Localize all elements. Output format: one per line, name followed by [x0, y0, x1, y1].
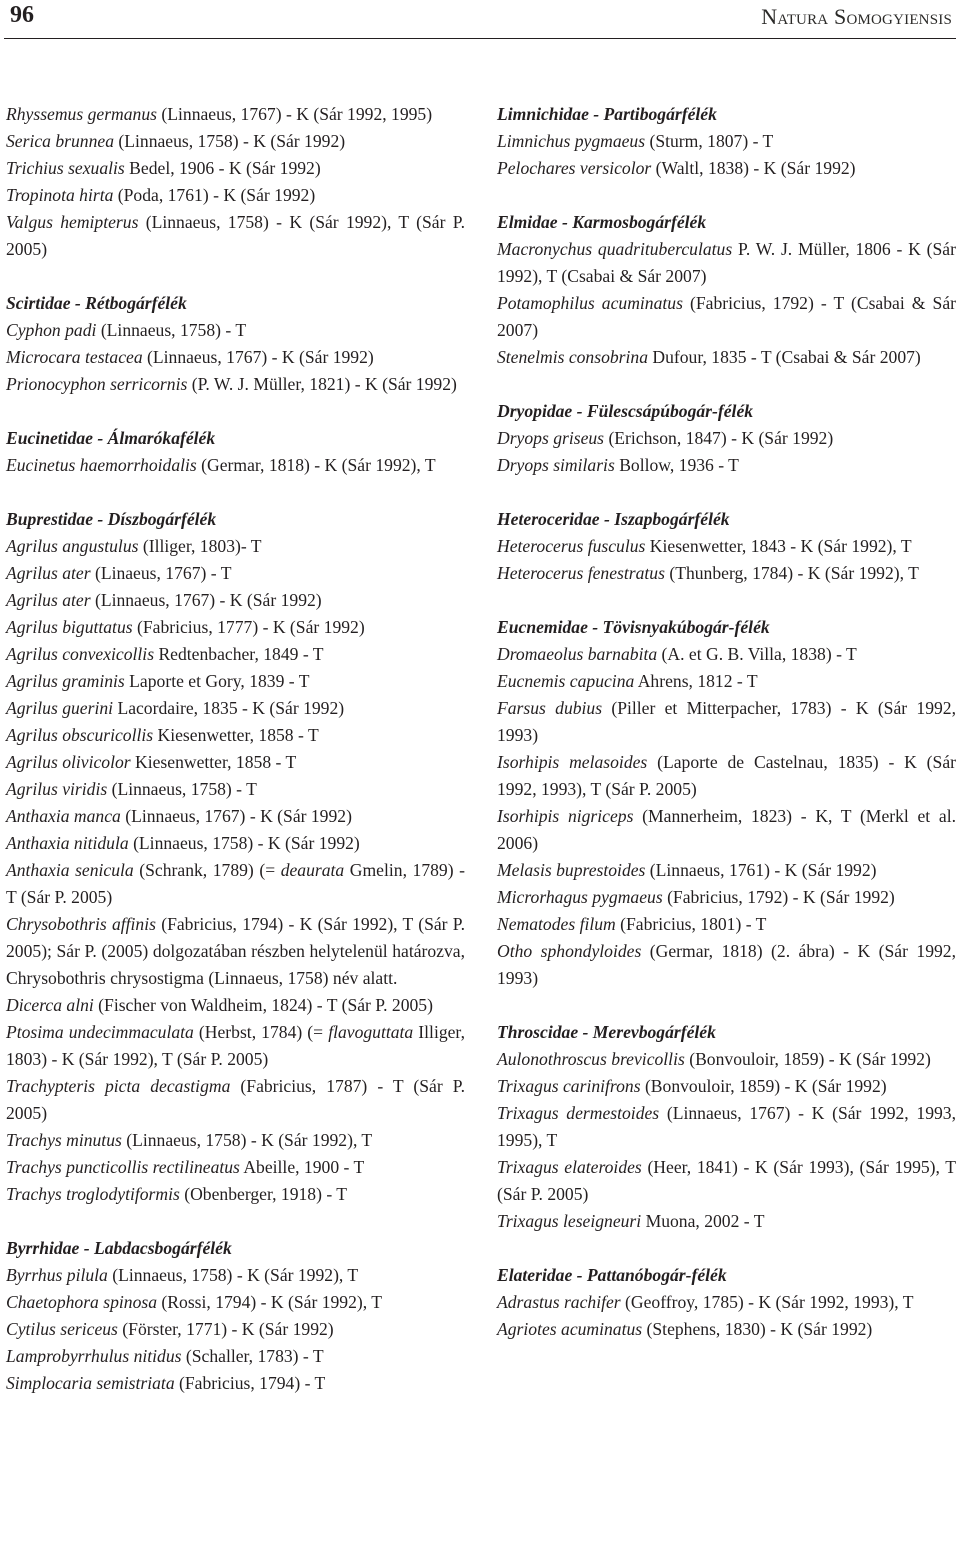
- species-entry: [6, 1289, 465, 1316]
- family-section: [497, 209, 956, 371]
- family-heading: Elateridae - Pattanóbogár-félék: [497, 1265, 727, 1285]
- species-name: Agrilus olivicolor: [6, 752, 131, 772]
- species-name: Agriotes acuminatus: [497, 1319, 643, 1339]
- species-entry: [6, 101, 465, 128]
- species-entry: [497, 344, 956, 371]
- species-entry: [497, 1046, 956, 1073]
- species-citation: (Bonvouloir, 1859) - K (Sár 1992): [684, 1049, 931, 1069]
- species-entry: [6, 452, 465, 479]
- species-name: Trixagus dermestoides: [497, 1103, 660, 1123]
- species-name: Tropinota hirta: [6, 185, 114, 205]
- species-citation: (Laporte de Castelnau, 1835) - K (Sár 1992, 1993), T (Sár P. 2005): [497, 752, 956, 799]
- species-citation: (Schaller, 1783) - T: [181, 1346, 324, 1366]
- species-name: Microcara testacea: [6, 347, 143, 367]
- species-citation: (Fabricius, 1794) - K (Sár 1992), T (Sár P. 2005); Sár P. (2005) dolgozatában részben helytelenül határozva, Chrysobothris chrysostigma (Linnaeus, 1758) név alatt.: [6, 914, 466, 988]
- species-name: Agrilus convexicollis: [6, 644, 155, 664]
- species-citation: (Heer, 1841) - K (Sár 1993), (Sár 1995), T (Sár P. 2005): [497, 1157, 957, 1204]
- species-name: Macronychus quadrituberculatus: [497, 239, 733, 259]
- family-section: [497, 398, 956, 479]
- header-rule: [4, 38, 956, 39]
- species-name: Isorhipis nigriceps: [497, 806, 634, 826]
- species-entry: [6, 668, 465, 695]
- species-entry: [497, 155, 956, 182]
- species-citation: (Germar, 1818) - K (Sár 1992), T: [196, 455, 436, 475]
- species-name: Trachys minutus: [6, 1130, 122, 1150]
- species-citation: (Stephens, 1830) - K (Sár 1992): [642, 1319, 873, 1339]
- family-section: [6, 101, 465, 263]
- species-entry: [6, 695, 465, 722]
- species-entry: [6, 1073, 465, 1127]
- species-name: Pelochares versicolor: [497, 158, 652, 178]
- species-name: Prionocyphon serricornis: [6, 374, 188, 394]
- species-citation: (Fischer von Waldheim, 1824) - T (Sár P. 2005): [93, 995, 433, 1015]
- species-name: Agrilus guerini: [6, 698, 114, 718]
- species-entry: [497, 668, 956, 695]
- species-entry: [497, 857, 956, 884]
- species-citation: (Mannerheim, 1823) - K, T (Merkl et al. 2006): [497, 806, 957, 853]
- species-entry: [497, 641, 956, 668]
- species-name: Agrilus angustulus: [6, 536, 139, 556]
- family-heading: Heteroceridae - Iszapbogárfélék: [497, 509, 730, 529]
- species-name: Agrilus ater: [6, 590, 91, 610]
- species-name: Dryops similaris: [497, 455, 615, 475]
- species-citation: (Sturm, 1807) - T: [645, 131, 774, 151]
- species-name: Lamprobyrrhulus nitidus: [6, 1346, 182, 1366]
- species-entry: [497, 1289, 956, 1316]
- species-citation: (Linnaeus, 1758) - K (Sár 1992), T: [107, 1265, 359, 1285]
- species-citation: Laporte et Gory, 1839 - T: [124, 671, 310, 691]
- species-entry: [497, 1208, 956, 1235]
- species-citation: (Linnaeus, 1767) - K (Sár 1992): [90, 590, 322, 610]
- species-citation: Abeille, 1900 - T: [239, 1157, 365, 1177]
- species-name: Adrastus rachifer: [497, 1292, 621, 1312]
- species-citation: (Illiger, 1803)- T: [138, 536, 262, 556]
- species-name: Trixagus elateroides: [497, 1157, 642, 1177]
- species-entry: [6, 1019, 465, 1073]
- species-citation: (Waltl, 1838) - K (Sár 1992): [651, 158, 856, 178]
- species-citation: (Fabricius, 1787) - T (Sár P. 2005): [6, 1076, 465, 1123]
- species-entry: [497, 1100, 956, 1154]
- species-name: Ptosima undecimmaculata: [6, 1022, 194, 1042]
- species-entry: [497, 236, 956, 290]
- species-citation: Lacordaire, 1835 - K (Sár 1992): [113, 698, 345, 718]
- family-heading: Dryopidae - Fülescsápúbogár-félék: [497, 401, 754, 421]
- species-citation: (Linnaeus, 1758) - T: [107, 779, 257, 799]
- species-citation: (Piller et Mitterpacher, 1783) - K (Sár 1992, 1993): [497, 698, 956, 745]
- species-entry: [497, 938, 956, 992]
- species-name: Eucinetus haemorrhoidalis: [6, 455, 197, 475]
- species-entry: [6, 992, 465, 1019]
- species-entry: [6, 749, 465, 776]
- species-synonym: deaurata: [280, 860, 345, 880]
- species-entry: [6, 803, 465, 830]
- species-entry: [6, 641, 465, 668]
- family-section: [497, 614, 956, 992]
- species-citation: (Linnaeus, 1767) - K (Sár 1992): [120, 806, 352, 826]
- species-citation: (Erichson, 1847) - K (Sár 1992): [604, 428, 834, 448]
- species-entry: [497, 803, 956, 857]
- family-heading: Limnichidae - Partibogárfélék: [497, 104, 717, 124]
- species-name: Limnichus pygmaeus: [497, 131, 646, 151]
- family-section: [6, 506, 465, 1208]
- species-citation: (Herbst, 1784) (=: [193, 1022, 329, 1042]
- species-citation: (Obenberger, 1918) - T: [179, 1184, 348, 1204]
- family-heading: Eucinetidae - Álmarókafélék: [6, 428, 216, 448]
- species-name: Aulonothroscus brevicollis: [497, 1049, 685, 1069]
- species-entry: [497, 884, 956, 911]
- species-name: Trixagus carinifrons: [497, 1076, 641, 1096]
- species-name: Trachys puncticollis rectilineatus: [6, 1157, 240, 1177]
- species-citation: (Förster, 1771) - K (Sár 1992): [117, 1319, 334, 1339]
- species-name: Eucnemis capucina: [497, 671, 635, 691]
- species-citation: Illiger, 1803) - K (Sár 1992), T (Sár P. 2005): [6, 1022, 465, 1069]
- species-citation: Bollow, 1936 - T: [614, 455, 739, 475]
- species-name: Heterocerus fenestratus: [497, 563, 665, 583]
- species-name: Anthaxia manca: [6, 806, 121, 826]
- species-entry: [6, 128, 465, 155]
- species-name: Stenelmis consobrina: [497, 347, 648, 367]
- species-name: Serica brunnea: [6, 131, 114, 151]
- species-entry: [6, 155, 465, 182]
- family-heading: Scirtidae - Rétbogárfélék: [6, 293, 187, 313]
- species-citation: Ahrens, 1812 - T: [634, 671, 758, 691]
- species-citation: (Linnaeus, 1758) - K (Sár 1992): [114, 131, 346, 151]
- species-citation: (Germar, 1818) (2. ábra) - K (Sár 1992, 1993): [497, 941, 956, 988]
- family-heading: Throscidae - Merevbogárfélék: [497, 1022, 716, 1042]
- species-name: Agrilus viridis: [6, 779, 108, 799]
- family-section: [6, 290, 465, 398]
- species-entry: [497, 911, 956, 938]
- species-entry: [6, 317, 465, 344]
- species-name: Microrhagus pygmaeus: [497, 887, 663, 907]
- species-name: Heterocerus fusculus: [497, 536, 646, 556]
- family-heading: Buprestidae - Díszbogárfélék: [6, 509, 217, 529]
- species-citation: (Fabricius, 1801) - T: [615, 914, 767, 934]
- species-name: Agrilus graminis: [6, 671, 125, 691]
- species-citation: Kiesenwetter, 1858 - T: [130, 752, 297, 772]
- species-entry: [6, 776, 465, 803]
- species-citation: (Linnaeus, 1761) - K (Sár 1992): [645, 860, 877, 880]
- family-section: [497, 1019, 956, 1235]
- species-entry: [6, 1127, 465, 1154]
- species-name: Dicerca alni: [6, 995, 94, 1015]
- species-name: Isorhipis melasoides: [497, 752, 648, 772]
- species-citation: (Linnaeus, 1758) - T: [96, 320, 247, 340]
- species-entry: [6, 182, 465, 209]
- family-section: [497, 1262, 956, 1343]
- species-entry: [6, 911, 465, 992]
- journal-title: Natura Somogyiensis: [761, 4, 952, 29]
- species-name: Farsus dubius: [497, 698, 603, 718]
- family-heading: Byrrhidae - Labdacsbogárfélék: [6, 1238, 232, 1258]
- species-name: Trichius sexualis: [6, 158, 125, 178]
- family-section: [6, 425, 465, 479]
- species-entry: [6, 722, 465, 749]
- family-heading: Elmidae - Karmosbogárfélék: [497, 212, 707, 232]
- species-citation: (Fabricius, 1792) - T (Csabai & Sár 2007): [497, 293, 956, 340]
- species-name: Byrrhus pilula: [6, 1265, 108, 1285]
- species-name: Dryops griseus: [497, 428, 605, 448]
- species-name: Dromaeolus barnabita: [497, 644, 658, 664]
- species-citation: Gmelin, 1789) - T (Sár P. 2005): [6, 860, 465, 907]
- species-name: Melasis buprestoides: [497, 860, 646, 880]
- species-citation: (Linnaeus, 1767) - K (Sár 1992, 1995): [157, 104, 433, 124]
- species-name: Anthaxia senicula: [6, 860, 134, 880]
- species-name: Rhyssemus germanus: [6, 104, 157, 124]
- species-entry: [6, 560, 465, 587]
- species-name: Trachys troglodytiformis: [6, 1184, 180, 1204]
- species-citation: (Fabricius, 1792) - K (Sár 1992): [662, 887, 895, 907]
- species-citation: (Rossi, 1794) - K (Sár 1992), T: [157, 1292, 382, 1312]
- species-entry: [6, 209, 465, 263]
- species-entry: [497, 1154, 956, 1208]
- species-entry: [497, 560, 956, 587]
- species-entry: [6, 344, 465, 371]
- species-name: Agrilus obscuricollis: [6, 725, 154, 745]
- species-name: Nematodes filum: [497, 914, 616, 934]
- species-citation: (A. et G. B. Villa, 1838) - T: [657, 644, 857, 664]
- species-citation: (Fabricius, 1794) - T: [174, 1373, 326, 1393]
- species-entry: [6, 1154, 465, 1181]
- species-synonym: flavoguttata: [328, 1022, 414, 1042]
- species-citation: (P. W. J. Müller, 1821) - K (Sár 1992): [187, 374, 457, 394]
- species-entry: [6, 1370, 465, 1397]
- species-citation: (Bonvouloir, 1859) - K (Sár 1992): [640, 1076, 887, 1096]
- species-citation: Kiesenwetter, 1858 - T: [153, 725, 319, 745]
- species-name: Otho sphondyloides: [497, 941, 642, 961]
- family-section: [497, 101, 956, 182]
- species-name: Trixagus leseigneuri: [497, 1211, 642, 1231]
- species-citation: (Linnaeus, 1758) - K (Sár 1992): [128, 833, 360, 853]
- species-name: Anthaxia nitidula: [6, 833, 129, 853]
- species-entry: [6, 1343, 465, 1370]
- family-section: [6, 1235, 465, 1397]
- species-entry: [497, 1073, 956, 1100]
- species-entry: [497, 533, 956, 560]
- species-entry: [497, 290, 956, 344]
- species-citation: (Linaeus, 1767) - T: [90, 563, 232, 583]
- species-citation: (Linnaeus, 1767) - K (Sár 1992): [142, 347, 374, 367]
- species-entry: [497, 1316, 956, 1343]
- species-name: Cyphon padi: [6, 320, 97, 340]
- species-entry: [6, 614, 465, 641]
- left-column: [6, 101, 465, 1397]
- species-name: Cytilus sericeus: [6, 1319, 118, 1339]
- species-entry: [6, 1181, 465, 1208]
- species-citation: (Linnaeus, 1767) - K (Sár 1992, 1993, 1995), T: [497, 1103, 956, 1150]
- species-entry: [497, 452, 956, 479]
- species-entry: [497, 425, 956, 452]
- species-citation: (Poda, 1761) - K (Sár 1992): [113, 185, 316, 205]
- species-citation: (Linnaeus, 1758) - K (Sár 1992), T (Sár P. 2005): [6, 212, 465, 259]
- species-entry: [6, 371, 465, 398]
- species-entry: [497, 128, 956, 155]
- species-citation: Bedel, 1906 - K (Sár 1992): [124, 158, 321, 178]
- species-name: Simplocaria semistriata: [6, 1373, 175, 1393]
- species-citation: Kiesenwetter, 1843 - K (Sár 1992), T: [645, 536, 912, 556]
- species-name: Agrilus ater: [6, 563, 91, 583]
- species-citation: Redtenbacher, 1849 - T: [154, 644, 324, 664]
- species-citation: Muona, 2002 - T: [641, 1211, 765, 1231]
- species-name: Potamophilus acuminatus: [497, 293, 683, 313]
- species-entry: [497, 749, 956, 803]
- species-name: Chaetophora spinosa: [6, 1292, 158, 1312]
- species-entry: [6, 857, 465, 911]
- species-entry: [6, 587, 465, 614]
- species-citation: P. W. J. Müller, 1806 - K (Sár 1992), T (Csabai & Sár 2007): [497, 239, 956, 286]
- species-citation: (Schrank, 1789) (=: [133, 860, 281, 880]
- species-citation: (Thunberg, 1784) - K (Sár 1992), T: [664, 563, 919, 583]
- species-name: Chrysobothris affinis: [6, 914, 156, 934]
- species-name: Trachypteris picta decastigma: [6, 1076, 231, 1096]
- family-section: [497, 506, 956, 587]
- species-entry: [6, 1262, 465, 1289]
- species-entry: [6, 533, 465, 560]
- species-entry: [6, 830, 465, 857]
- species-citation: (Linnaeus, 1758) - K (Sár 1992), T: [121, 1130, 373, 1150]
- species-citation: Dufour, 1835 - T (Csabai & Sár 2007): [648, 347, 921, 367]
- species-name: Valgus hemipterus: [6, 212, 139, 232]
- species-entry: [497, 695, 956, 749]
- right-column: [497, 101, 956, 1343]
- species-name: Agrilus biguttatus: [6, 617, 133, 637]
- page-header: [0, 0, 960, 42]
- species-entry: [6, 1316, 465, 1343]
- page-number: 96: [10, 2, 34, 28]
- species-citation: (Fabricius, 1777) - K (Sár 1992): [132, 617, 365, 637]
- species-citation: (Geoffroy, 1785) - K (Sár 1992, 1993), T: [620, 1292, 914, 1312]
- family-heading: Eucnemidae - Tövisnyakúbogár-félék: [497, 617, 770, 637]
